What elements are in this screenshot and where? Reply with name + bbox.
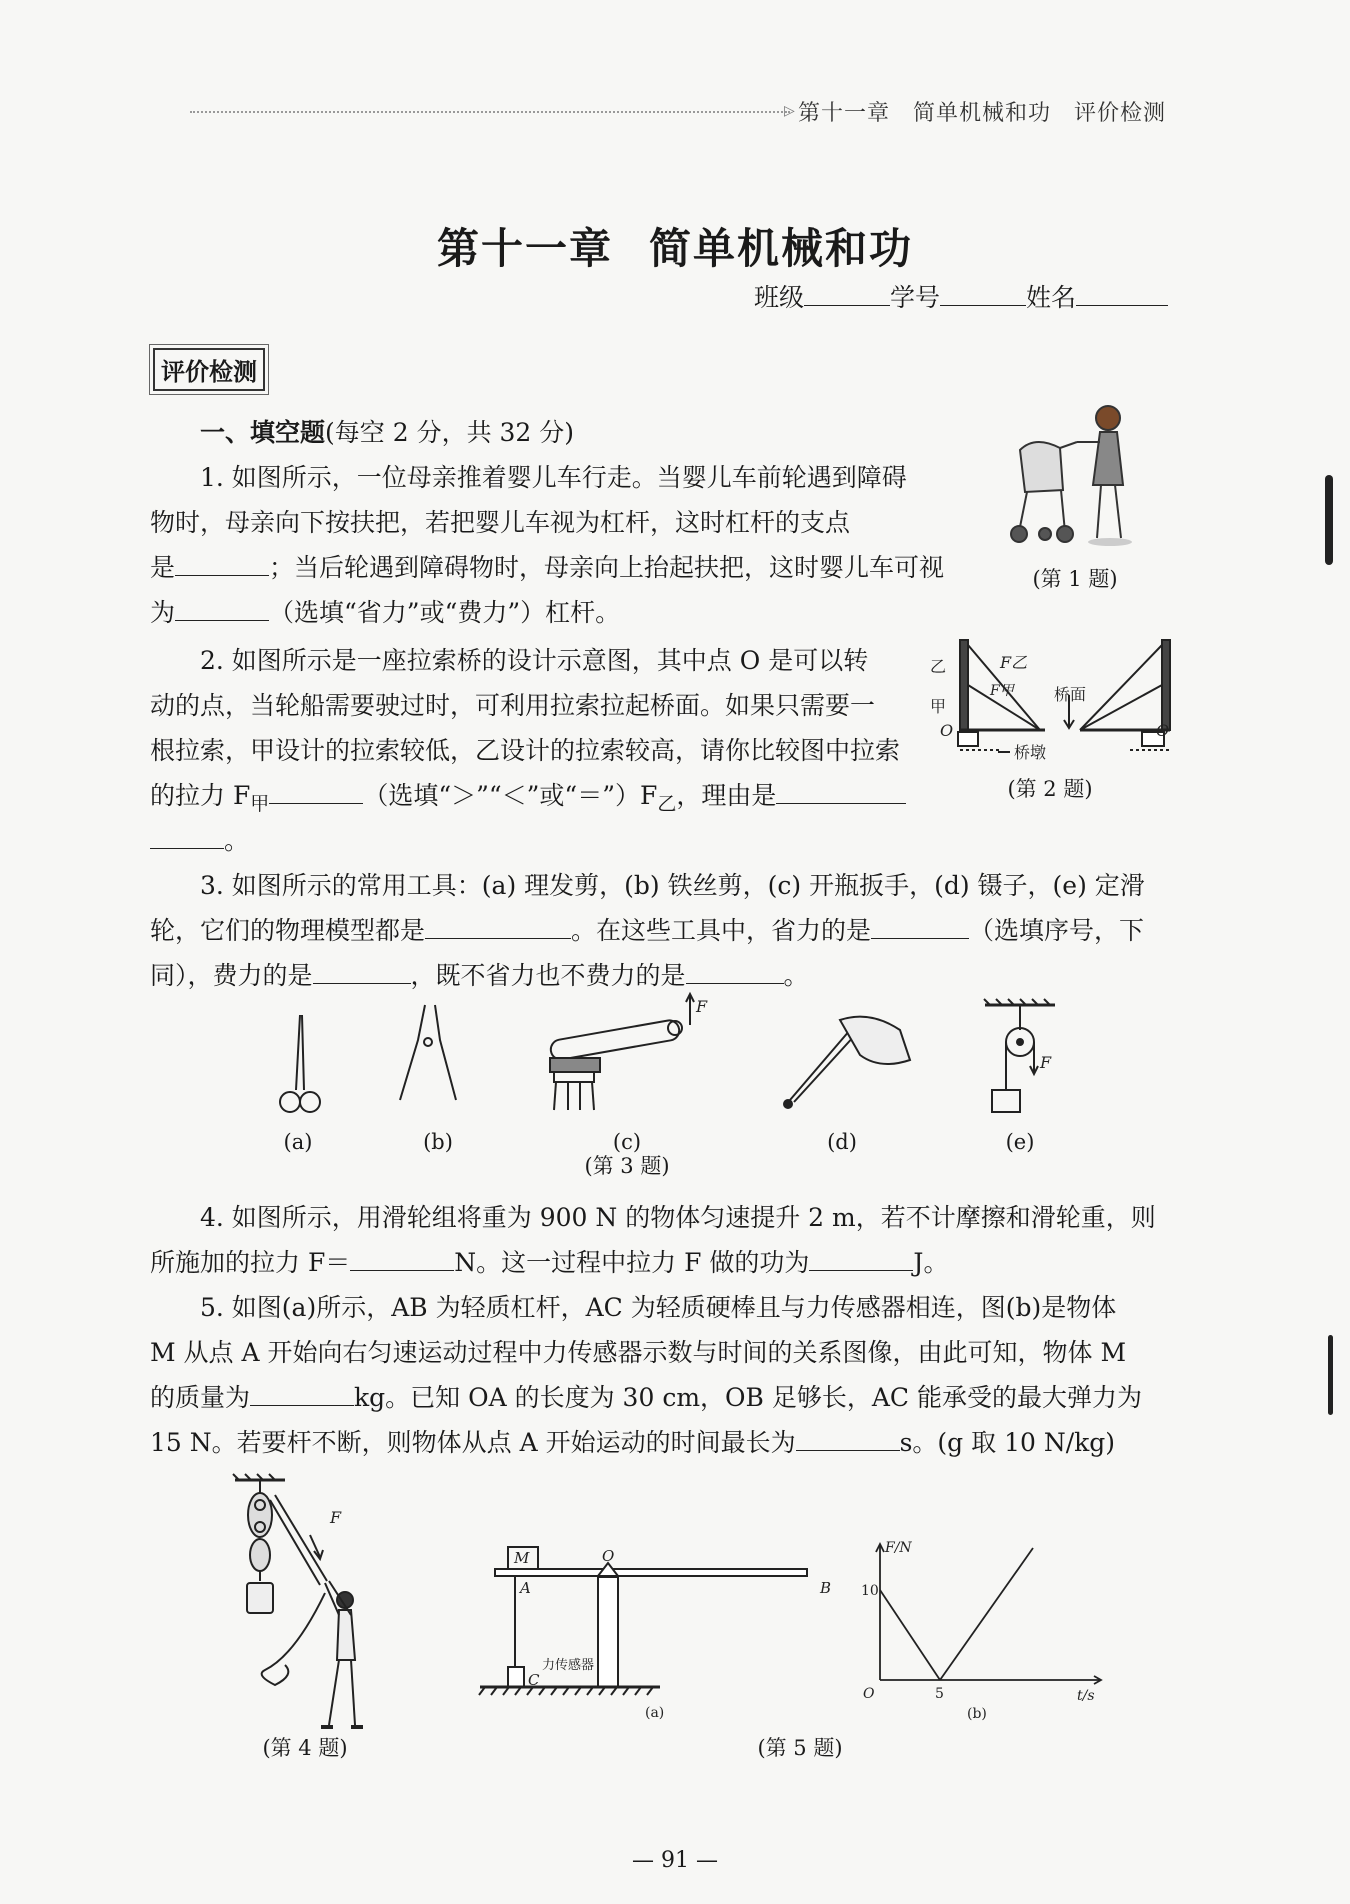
- q5-blank-2[interactable]: [796, 1428, 900, 1451]
- header-arrow-icon: ▷: [784, 103, 795, 119]
- q2-text: （选填“＞”“＜”或“＝”）F: [363, 781, 658, 810]
- q3-text: 。: [783, 961, 809, 990]
- q5-figure-a: [480, 1545, 840, 1721]
- q4-text: 所施加的拉力 F＝: [150, 1248, 351, 1277]
- q4-blank-2[interactable]: [809, 1248, 913, 1271]
- header-breadcrumb: 第十一章 简单机械和功 评价检测: [798, 101, 1167, 126]
- graph-tick-5: 5: [935, 1686, 944, 1702]
- fulcrum-post: [598, 1577, 618, 1687]
- fig-label-O-left: O: [940, 721, 954, 740]
- q5-line2: M 从点 A 开始向右匀速运动过程中力传感器示数与时间的关系图像，由此可知，物体 M: [150, 1338, 1127, 1367]
- q5-caption: (第 5 题): [757, 1736, 843, 1760]
- force-sensor-icon: [508, 1667, 524, 1687]
- q3-F-label-c: F: [696, 997, 708, 1016]
- q1-text: ；当后轮遇到障碍物时，母亲向上抬起扶把，这时婴儿车可视: [269, 553, 945, 582]
- fig-label-sensor: 力传感器: [542, 1658, 595, 1673]
- graph-line-down: [880, 1590, 940, 1680]
- q3-blank-1[interactable]: [425, 916, 571, 939]
- q4-figure: [225, 1475, 405, 1765]
- student-info: [754, 278, 1168, 314]
- stroller-icon: [1011, 442, 1077, 542]
- class-field[interactable]: [804, 283, 890, 306]
- q2-blank-3[interactable]: [150, 826, 224, 849]
- q2-blank-2[interactable]: [776, 781, 906, 804]
- q5-text: s。(g 取 10 N/kg): [899, 1428, 1116, 1457]
- fig-label-yi: 乙: [930, 657, 947, 676]
- chapter-name: 简单机械和功: [649, 224, 914, 273]
- q4-text: J。: [913, 1248, 949, 1277]
- class-label: 班级: [753, 283, 804, 312]
- q3-caption: (第 3 题): [584, 1154, 670, 1178]
- q3-text: ，既不省力也不费力的是: [410, 961, 686, 990]
- tweezers-icon: [784, 1017, 910, 1108]
- right-tower: [1162, 640, 1170, 730]
- q4-line2: [150, 1240, 948, 1285]
- name-label: 姓名: [1025, 283, 1076, 312]
- part-note: (每空 2 分，共 32 分): [325, 418, 575, 447]
- q3-blank-4[interactable]: [686, 961, 784, 984]
- q4-blank-1[interactable]: [350, 1248, 454, 1271]
- q5-text: kg。已知 OA 的长度为 30 cm，OB 足够长，AC 能承受的最大弹力为: [354, 1383, 1142, 1412]
- q4-caption: (第 4 题): [262, 1736, 348, 1760]
- fig-label-deck: 桥面: [1054, 685, 1087, 704]
- graph-line-up: [940, 1548, 1033, 1680]
- q3-line2: [150, 908, 1144, 953]
- fig-label-jia: 甲: [930, 697, 947, 716]
- q4-text: N。这一过程中拉力 F 做的功为: [454, 1248, 810, 1277]
- q2-line4: [150, 773, 906, 827]
- q1-text: （选填“省力”或“费力”）杠杆。: [269, 598, 621, 627]
- header-dotted-rule: [190, 111, 790, 113]
- wire-cutter-icon: [400, 1005, 456, 1100]
- fig-label-M: M: [514, 1549, 530, 1567]
- lever-AB: [495, 1569, 807, 1576]
- q3-label-d: (d): [827, 1130, 857, 1154]
- part-heading: [200, 410, 574, 455]
- q5-text: 的质量为: [150, 1383, 251, 1412]
- fig-label-a: (a): [645, 1705, 665, 1721]
- q2-line1: 2. 如图所示是一座拉索桥的设计示意图，其中点 O 是可以转: [200, 646, 869, 675]
- weight-icon: [247, 1583, 273, 1613]
- q1-text: 是: [150, 553, 176, 582]
- q3-blank-3[interactable]: [313, 961, 411, 984]
- hair-scissors-icon: [280, 1015, 320, 1112]
- page-number: — 91 —: [632, 1848, 718, 1873]
- q5-line3: [150, 1375, 1142, 1420]
- q2-caption: (第 2 题): [1007, 777, 1093, 801]
- person-icon: [262, 1581, 363, 1727]
- q2-text: 。: [224, 826, 250, 855]
- name-field[interactable]: [1076, 283, 1168, 306]
- q1-caption: (第 1 题): [1032, 567, 1118, 591]
- q3-label-c: (c): [612, 1130, 642, 1154]
- q2-text: 的拉力 F: [150, 781, 251, 810]
- graph-y-label: F/N: [885, 1540, 912, 1556]
- q1-text: 为: [150, 598, 176, 627]
- q1-figure: [1005, 400, 1145, 550]
- q1-line1: 1. 如图所示，一位母亲推着婴儿车行走。当婴儿车前轮遇到障碍: [200, 463, 907, 492]
- q5-line1: 5. 如图(a)所示，AB 为轻质杠杆，AC 为轻质硬棒且与力传感器相连，图(b)是物体: [200, 1293, 1117, 1322]
- q1-line2: 物时，母亲向下按扶把，若把婴儿车视为杠杆，这时杠杆的支点: [150, 508, 851, 537]
- q3-F-label-e: F: [1040, 1053, 1052, 1072]
- q3-label-b: (b): [423, 1130, 453, 1154]
- q3-figure: [270, 997, 1070, 1160]
- bottle-opener-icon: [549, 994, 694, 1110]
- left-tower: [960, 640, 968, 730]
- q3-text: 轮，它们的物理模型都是: [150, 916, 426, 945]
- q1-blank-2[interactable]: [175, 598, 269, 621]
- page-title: [0, 216, 1350, 276]
- fig-label-C: C: [528, 1671, 540, 1689]
- scan-edge-mark: [1328, 1335, 1333, 1415]
- q2-text: ，理由是: [676, 781, 777, 810]
- graph-tick-10: 10: [861, 1583, 879, 1599]
- fig-label-O-right: O: [1156, 721, 1170, 740]
- graph-origin: O: [863, 1686, 875, 1702]
- q1-line3: [150, 545, 944, 590]
- mother-icon: [1077, 406, 1132, 546]
- fig-label-b: (b): [967, 1706, 987, 1722]
- fig-label-O: O: [602, 1547, 615, 1565]
- q3-text: （选填序号，下: [969, 916, 1145, 945]
- q2-sub: 甲: [250, 793, 270, 815]
- q2-figure: [930, 640, 1170, 770]
- part-title: 一、填空题: [200, 418, 326, 447]
- scan-edge-mark: [1325, 475, 1333, 565]
- q3-line3: [150, 953, 809, 998]
- fig-label-A: A: [520, 1579, 531, 1597]
- q5-figure-b: [855, 1540, 1105, 1720]
- number-field[interactable]: [940, 283, 1026, 306]
- q3-text: 同），费力的是: [150, 961, 313, 990]
- q4-F-label: F: [330, 1508, 342, 1527]
- q2-line5: [150, 818, 249, 863]
- chapter-number: 第十一章: [436, 224, 613, 273]
- q1-line4: [150, 590, 620, 635]
- q3-label-a: (a): [283, 1130, 313, 1154]
- fig-label-F-yi: F乙: [1000, 653, 1028, 672]
- q2-line3: 根拉索，甲设计的拉索较低，乙设计的拉索较高，请你比较图中拉索: [150, 736, 901, 765]
- graph-x-label: t/s: [1077, 1688, 1095, 1704]
- q3-label-e: (e): [1005, 1130, 1035, 1154]
- q5-line4: [150, 1420, 1115, 1465]
- q5-text: 15 N。若要杆不断，则物体从点 A 开始运动的时间最长为: [150, 1428, 796, 1457]
- fig-label-pier: 桥墩: [1014, 743, 1047, 762]
- q5-blank-1[interactable]: [250, 1383, 354, 1406]
- section-tag: 评价检测: [153, 348, 265, 391]
- q2-sub: 乙: [657, 793, 677, 815]
- fig-label-B: B: [820, 1579, 832, 1597]
- q3-text: 。在这些工具中，省力的是: [571, 916, 872, 945]
- q1-blank-1[interactable]: [175, 553, 269, 576]
- q2-line2: 动的点，当轮船需要驶过时，可利用拉索拉起桥面。如果只需要一: [150, 691, 876, 720]
- q2-blank-1[interactable]: [269, 781, 363, 804]
- q3-line1: 3. 如图所示的常用工具：(a) 理发剪，(b) 铁丝剪，(c) 开瓶扳手，(d) 镊子，(e) 定滑: [200, 871, 1145, 900]
- q3-blank-2[interactable]: [871, 916, 969, 939]
- number-label: 学号: [889, 283, 940, 312]
- q4-line1: 4. 如图所示，用滑轮组将重为 900 N 的物体匀速提升 2 m，若不计摩擦和滑轮重，则: [200, 1203, 1156, 1232]
- fig-label-F-jia: F甲: [990, 683, 1014, 699]
